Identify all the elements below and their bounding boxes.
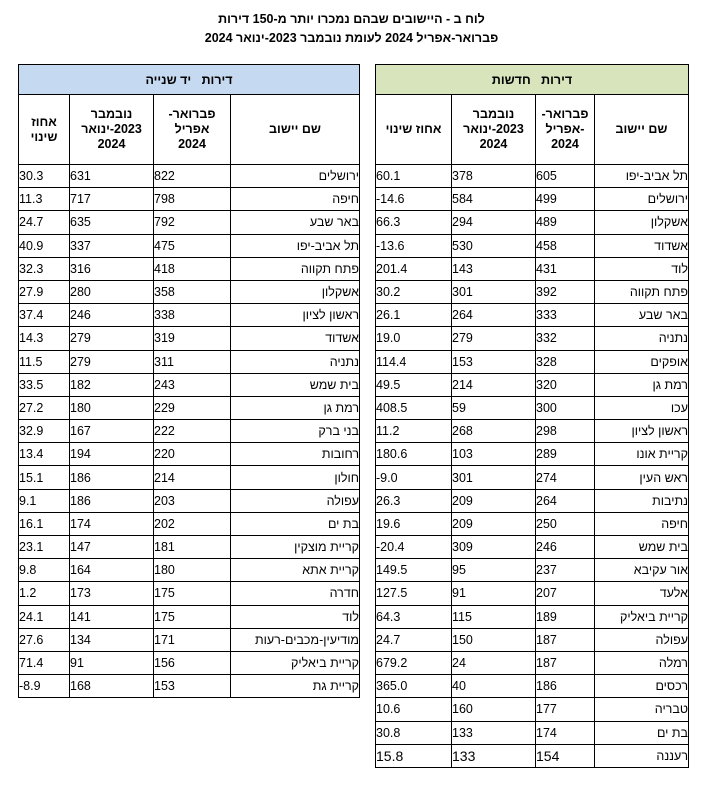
second-hand-table-body <box>19 165 360 698</box>
cell-nov-jan: 279 <box>452 327 536 350</box>
cell-feb-apr: 171 <box>154 628 231 651</box>
col-header-name: שם יישוב <box>595 95 689 165</box>
cell-nov-jan: 584 <box>452 188 536 211</box>
table-row <box>376 304 689 327</box>
cell-change: 201.4 <box>376 257 452 280</box>
cell-settlement-name: בת ים <box>595 721 689 744</box>
table-row <box>376 420 689 443</box>
table-row <box>19 188 360 211</box>
cell-settlement-name: נתניה <box>231 350 360 373</box>
cell-feb-apr: 154 <box>536 744 595 767</box>
cell-nov-jan: 133 <box>452 721 536 744</box>
cell-feb-apr: 319 <box>154 327 231 350</box>
title-block <box>0 10 703 48</box>
cell-feb-apr: 300 <box>536 396 595 419</box>
cell-change: 23.1 <box>19 536 70 559</box>
cell-feb-apr: 156 <box>154 651 231 674</box>
cell-change: 30.3 <box>19 165 70 188</box>
cell-change: 19.6 <box>376 512 452 535</box>
cell-change: 27.9 <box>19 280 70 303</box>
cell-settlement-name: רמת גן <box>231 396 360 419</box>
cell-feb-apr: 180 <box>154 559 231 582</box>
cell-settlement-name: טבריה <box>595 698 689 721</box>
cell-feb-apr: 222 <box>154 420 231 443</box>
cell-nov-jan: 143 <box>452 257 536 280</box>
table-row <box>19 420 360 443</box>
cell-settlement-name: רמלה <box>595 651 689 674</box>
cell-feb-apr: 220 <box>154 443 231 466</box>
table-row <box>19 605 360 628</box>
cell-nov-jan: 141 <box>70 605 154 628</box>
cell-nov-jan: 337 <box>70 234 154 257</box>
cell-settlement-name: רמת גן <box>595 373 689 396</box>
cell-settlement-name: אשדוד <box>595 234 689 257</box>
cell-settlement-name: אור עקיבא <box>595 559 689 582</box>
table-row <box>376 698 689 721</box>
cell-settlement-name: חיפה <box>595 512 689 535</box>
cell-change: -14.6 <box>376 188 452 211</box>
table-row <box>376 675 689 698</box>
cell-nov-jan: 103 <box>452 443 536 466</box>
cell-settlement-name: מודיעין-מכבים-רעות <box>231 628 360 651</box>
new-apartments-table <box>375 64 689 768</box>
cell-nov-jan: 182 <box>70 373 154 396</box>
cell-nov-jan: 167 <box>70 420 154 443</box>
cell-change: 26.1 <box>376 304 452 327</box>
cell-change: 9.8 <box>19 559 70 582</box>
cell-settlement-name: אשקלון <box>231 280 360 303</box>
cell-change: -8.9 <box>19 675 70 698</box>
cell-settlement-name: נתניה <box>595 327 689 350</box>
cell-change: 24.1 <box>19 605 70 628</box>
col-header-name: שם יישוב <box>231 95 360 165</box>
table-row <box>19 373 360 396</box>
cell-change: 408.5 <box>376 396 452 419</box>
cell-feb-apr: 174 <box>536 721 595 744</box>
cell-settlement-name: תל אביב-יפו <box>231 234 360 257</box>
table-row <box>19 280 360 303</box>
table-row <box>19 675 360 698</box>
cell-feb-apr: 499 <box>536 188 595 211</box>
cell-change: 24.7 <box>376 628 452 651</box>
cell-settlement-name: ראשון לציון <box>595 420 689 443</box>
cell-feb-apr: 175 <box>154 605 231 628</box>
cell-nov-jan: 133 <box>452 744 536 767</box>
cell-settlement-name: רעננה <box>595 744 689 767</box>
cell-feb-apr: 458 <box>536 234 595 257</box>
cell-settlement-name: ירושלים <box>595 188 689 211</box>
page-title: לוח ב - היישובים שבהם נמכרו יותר מ-150 דירות <box>218 12 485 26</box>
cell-nov-jan: 147 <box>70 536 154 559</box>
cell-change: 49.5 <box>376 373 452 396</box>
table-row <box>19 582 360 605</box>
table-row <box>376 721 689 744</box>
cell-settlement-name: חיפה <box>231 188 360 211</box>
table-row <box>19 234 360 257</box>
cell-nov-jan: 40 <box>452 675 536 698</box>
cell-nov-jan: 160 <box>452 698 536 721</box>
table-row <box>376 536 689 559</box>
cell-change: 37.4 <box>19 304 70 327</box>
cell-nov-jan: 246 <box>70 304 154 327</box>
cell-settlement-name: תל אביב-יפו <box>595 165 689 188</box>
cell-feb-apr: 605 <box>536 165 595 188</box>
cell-feb-apr: 264 <box>536 489 595 512</box>
cell-change: 32.3 <box>19 257 70 280</box>
cell-settlement-name: אלעד <box>595 582 689 605</box>
table-row <box>376 211 689 234</box>
cell-change: 13.4 <box>19 443 70 466</box>
cell-nov-jan: 91 <box>452 582 536 605</box>
cell-settlement-name: לוד <box>595 257 689 280</box>
cell-feb-apr: 153 <box>154 675 231 698</box>
cell-feb-apr: 187 <box>536 651 595 674</box>
second-hand-table <box>18 64 360 698</box>
cell-settlement-name: חדרה <box>231 582 360 605</box>
table-row <box>376 559 689 582</box>
cell-nov-jan: 530 <box>452 234 536 257</box>
cell-feb-apr: 181 <box>154 536 231 559</box>
table-row <box>376 628 689 651</box>
cell-feb-apr: 792 <box>154 211 231 234</box>
cell-change: 16.1 <box>19 512 70 535</box>
cell-settlement-name: קריית גת <box>231 675 360 698</box>
cell-feb-apr: 328 <box>536 350 595 373</box>
new-apartments-group-header: דירות חדשות <box>376 65 689 95</box>
cell-change: 32.9 <box>19 420 70 443</box>
cell-change: 149.5 <box>376 559 452 582</box>
cell-nov-jan: 24 <box>452 651 536 674</box>
table-row <box>376 466 689 489</box>
cell-change: 27.2 <box>19 396 70 419</box>
cell-settlement-name: ראשון לציון <box>231 304 360 327</box>
cell-settlement-name: עפולה <box>595 628 689 651</box>
cell-feb-apr: 177 <box>536 698 595 721</box>
cell-change: 26.3 <box>376 489 452 512</box>
cell-change: 15.8 <box>376 744 452 767</box>
table-row <box>376 396 689 419</box>
cell-nov-jan: 186 <box>70 489 154 512</box>
cell-settlement-name: נתיבות <box>595 489 689 512</box>
table-row <box>19 304 360 327</box>
cell-change: 365.0 <box>376 675 452 698</box>
table-row <box>19 628 360 651</box>
cell-settlement-name: קריית אונו <box>595 443 689 466</box>
table-row <box>19 443 360 466</box>
cell-settlement-name: באר שבע <box>595 304 689 327</box>
cell-feb-apr: 229 <box>154 396 231 419</box>
table-row <box>376 651 689 674</box>
cell-change: 9.1 <box>19 489 70 512</box>
cell-nov-jan: 279 <box>70 327 154 350</box>
cell-settlement-name: רכסים <box>595 675 689 698</box>
cell-change: -9.0 <box>376 466 452 489</box>
cell-settlement-name: ירושלים <box>231 165 360 188</box>
cell-change: 14.3 <box>19 327 70 350</box>
table-row <box>376 582 689 605</box>
cell-nov-jan: 301 <box>452 466 536 489</box>
cell-feb-apr: 207 <box>536 582 595 605</box>
table-row <box>19 512 360 535</box>
cell-nov-jan: 194 <box>70 443 154 466</box>
table-row <box>376 165 689 188</box>
cell-feb-apr: 311 <box>154 350 231 373</box>
cell-feb-apr: 332 <box>536 327 595 350</box>
cell-nov-jan: 631 <box>70 165 154 188</box>
table-row <box>376 373 689 396</box>
table-row <box>376 512 689 535</box>
cell-nov-jan: 180 <box>70 396 154 419</box>
col-header-change: אחוז שינוי <box>19 95 70 165</box>
cell-nov-jan: 186 <box>70 466 154 489</box>
cell-settlement-name: בית שמש <box>595 536 689 559</box>
cell-feb-apr: 202 <box>154 512 231 535</box>
cell-settlement-name: אשקלון <box>595 211 689 234</box>
cell-feb-apr: 431 <box>536 257 595 280</box>
cell-settlement-name: פתח תקווה <box>595 280 689 303</box>
cell-change: 27.6 <box>19 628 70 651</box>
cell-nov-jan: 59 <box>452 396 536 419</box>
cell-nov-jan: 316 <box>70 257 154 280</box>
cell-change: 30.2 <box>376 280 452 303</box>
cell-feb-apr: 475 <box>154 234 231 257</box>
cell-feb-apr: 418 <box>154 257 231 280</box>
table-row <box>19 211 360 234</box>
cell-nov-jan: 301 <box>452 280 536 303</box>
cell-nov-jan: 174 <box>70 512 154 535</box>
table-row <box>376 744 689 767</box>
cell-nov-jan: 309 <box>452 536 536 559</box>
cell-nov-jan: 214 <box>452 373 536 396</box>
cell-settlement-name: רחובות <box>231 443 360 466</box>
cell-nov-jan: 150 <box>452 628 536 651</box>
cell-feb-apr: 298 <box>536 420 595 443</box>
cell-nov-jan: 115 <box>452 605 536 628</box>
cell-change: 679.2 <box>376 651 452 674</box>
cell-settlement-name: בני ברק <box>231 420 360 443</box>
cell-feb-apr: 203 <box>154 489 231 512</box>
cell-feb-apr: 289 <box>536 443 595 466</box>
cell-settlement-name: ראש העין <box>595 466 689 489</box>
cell-change: -13.6 <box>376 234 452 257</box>
cell-change: 180.6 <box>376 443 452 466</box>
cell-nov-jan: 91 <box>70 651 154 674</box>
table-row <box>19 396 360 419</box>
table-row <box>376 234 689 257</box>
cell-nov-jan: 173 <box>70 582 154 605</box>
table-row <box>19 536 360 559</box>
cell-nov-jan: 209 <box>452 489 536 512</box>
cell-nov-jan: 279 <box>70 350 154 373</box>
cell-settlement-name: קריית ביאליק <box>231 651 360 674</box>
table-row <box>376 327 689 350</box>
cell-feb-apr: 798 <box>154 188 231 211</box>
cell-change: 19.0 <box>376 327 452 350</box>
table-row <box>376 489 689 512</box>
page-subtitle: פברואר-אפריל 2024 לעומת נובמבר 2023-ינואר 2024 <box>204 31 499 45</box>
cell-change: 66.3 <box>376 211 452 234</box>
cell-change: 60.1 <box>376 165 452 188</box>
table-row <box>19 257 360 280</box>
cell-feb-apr: 243 <box>154 373 231 396</box>
cell-feb-apr: 338 <box>154 304 231 327</box>
cell-settlement-name: באר שבע <box>231 211 360 234</box>
cell-settlement-name: בת ים <box>231 512 360 535</box>
cell-settlement-name: אופקים <box>595 350 689 373</box>
cell-feb-apr: 187 <box>536 628 595 651</box>
cell-feb-apr: 822 <box>154 165 231 188</box>
table-row <box>376 443 689 466</box>
table-row <box>376 257 689 280</box>
cell-change: 30.8 <box>376 721 452 744</box>
table-row <box>376 280 689 303</box>
cell-nov-jan: 164 <box>70 559 154 582</box>
cell-feb-apr: 246 <box>536 536 595 559</box>
col-header-nov-jan: נובמבר 2023-ינואר 2024 <box>70 95 154 165</box>
cell-nov-jan: 134 <box>70 628 154 651</box>
col-header-nov-jan: נובמבר 2023-ינואר 2024 <box>452 95 536 165</box>
cell-settlement-name: אשדוד <box>231 327 360 350</box>
cell-change: 11.2 <box>376 420 452 443</box>
cell-nov-jan: 209 <box>452 512 536 535</box>
cell-settlement-name: קריית מוצקין <box>231 536 360 559</box>
table-row <box>376 350 689 373</box>
col-header-feb-apr: פברואר- -אפריל 2024 <box>536 95 595 165</box>
cell-nov-jan: 268 <box>452 420 536 443</box>
cell-nov-jan: 168 <box>70 675 154 698</box>
cell-change: 33.5 <box>19 373 70 396</box>
table-row <box>19 327 360 350</box>
cell-change: 15.1 <box>19 466 70 489</box>
cell-feb-apr: 214 <box>154 466 231 489</box>
cell-nov-jan: 280 <box>70 280 154 303</box>
cell-settlement-name: קריית ביאליק <box>595 605 689 628</box>
cell-feb-apr: 358 <box>154 280 231 303</box>
new-apartments-table-body <box>376 165 689 768</box>
cell-change: 71.4 <box>19 651 70 674</box>
cell-feb-apr: 274 <box>536 466 595 489</box>
cell-feb-apr: 186 <box>536 675 595 698</box>
cell-settlement-name: בית שמש <box>231 373 360 396</box>
cell-settlement-name: חולון <box>231 466 360 489</box>
cell-feb-apr: 392 <box>536 280 595 303</box>
col-header-feb-apr: פברואר- אפריל 2024 <box>154 95 231 165</box>
cell-nov-jan: 294 <box>452 211 536 234</box>
table-row <box>19 651 360 674</box>
cell-feb-apr: 489 <box>536 211 595 234</box>
cell-change: 24.7 <box>19 211 70 234</box>
cell-change: 1.2 <box>19 582 70 605</box>
table-row <box>19 559 360 582</box>
cell-change: -20.4 <box>376 536 452 559</box>
cell-change: 10.6 <box>376 698 452 721</box>
cell-change: 127.5 <box>376 582 452 605</box>
second-hand-group-header: דירות יד שנייה <box>19 65 360 95</box>
cell-change: 114.4 <box>376 350 452 373</box>
table-row <box>19 489 360 512</box>
cell-settlement-name: לוד <box>231 605 360 628</box>
cell-nov-jan: 153 <box>452 350 536 373</box>
cell-feb-apr: 333 <box>536 304 595 327</box>
cell-nov-jan: 717 <box>70 188 154 211</box>
cell-change: 64.3 <box>376 605 452 628</box>
table-row <box>376 605 689 628</box>
cell-nov-jan: 95 <box>452 559 536 582</box>
cell-change: 40.9 <box>19 234 70 257</box>
table-row <box>19 350 360 373</box>
cell-change: 11.3 <box>19 188 70 211</box>
cell-feb-apr: 237 <box>536 559 595 582</box>
cell-feb-apr: 189 <box>536 605 595 628</box>
cell-nov-jan: 378 <box>452 165 536 188</box>
cell-change: 11.5 <box>19 350 70 373</box>
cell-nov-jan: 264 <box>452 304 536 327</box>
cell-feb-apr: 320 <box>536 373 595 396</box>
cell-nov-jan: 635 <box>70 211 154 234</box>
table-row <box>376 188 689 211</box>
col-header-change: אחוז שינוי <box>376 95 452 165</box>
cell-settlement-name: פתח תקווה <box>231 257 360 280</box>
cell-settlement-name: קריית אתא <box>231 559 360 582</box>
cell-settlement-name: עכו <box>595 396 689 419</box>
cell-feb-apr: 250 <box>536 512 595 535</box>
cell-settlement-name: עפולה <box>231 489 360 512</box>
table-row <box>19 466 360 489</box>
cell-feb-apr: 175 <box>154 582 231 605</box>
table-row <box>19 165 360 188</box>
